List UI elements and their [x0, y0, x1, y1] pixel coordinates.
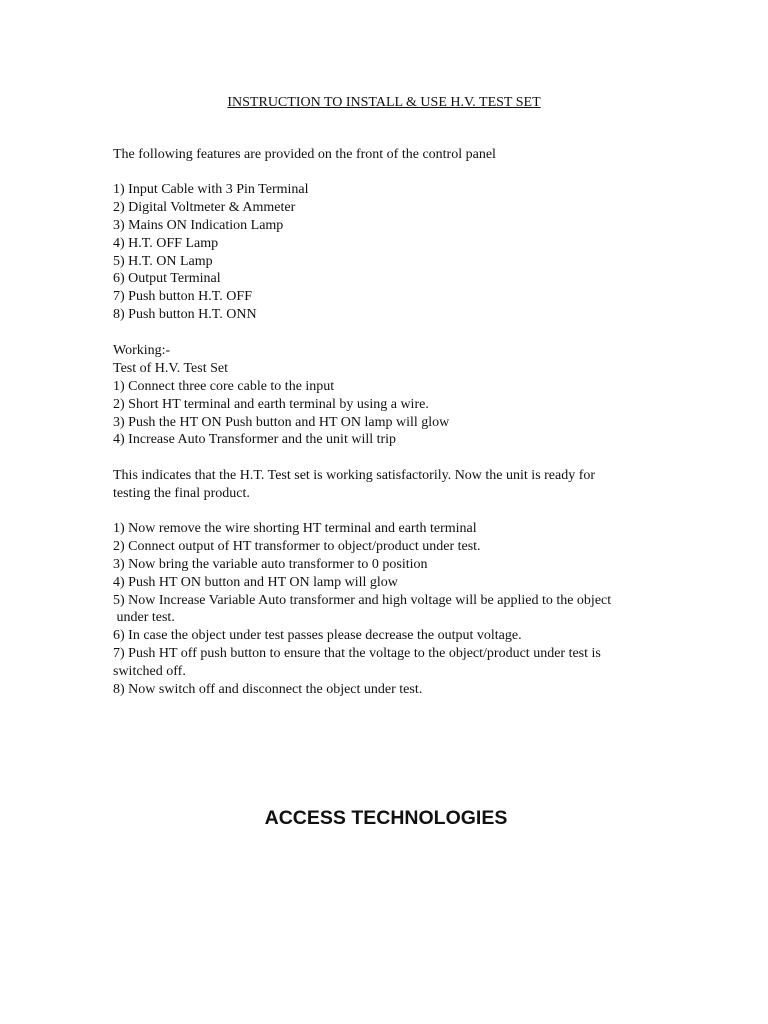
final-step: 3) Now bring the variable auto transformer to 0 position — [113, 556, 428, 572]
feature-item: 5) H.T. ON Lamp — [113, 253, 213, 269]
final-step: 4) Push HT ON button and HT ON lamp will glow — [113, 574, 398, 590]
feature-item: 8) Push button H.T. ONN — [113, 307, 257, 323]
final-step: 6) In case the object under test passes please decrease the output voltage. — [113, 628, 522, 644]
indication-text: testing the final product. — [113, 485, 250, 501]
final-step: 7) Push HT off push button to ensure that the voltage to the object/product under test is — [113, 646, 601, 662]
final-step: 8) Now switch off and disconnect the object under test. — [113, 682, 423, 698]
test-step: 2) Short HT terminal and earth terminal by using a wire. — [113, 396, 429, 412]
final-step-continuation: under test. — [113, 610, 175, 626]
company-name: ACCESS TECHNOLOGIES — [264, 807, 508, 829]
intro-text: The following features are provided on the front of the control panel — [113, 147, 496, 162]
indication-text: This indicates that the H.T. Test set is working satisfactorily. Now the unit is ready for — [113, 468, 596, 483]
final-step: 1) Now remove the wire shorting HT terminal and earth terminal — [113, 521, 477, 536]
feature-item: 7) Push button H.T. OFF — [113, 289, 252, 305]
test-step: 3) Push the HT ON Push button and HT ON lamp will glow — [113, 414, 450, 430]
final-step: 5) Now Increase Variable Auto transformer and high voltage will be applied to the object — [113, 592, 612, 608]
document-title: INSTRUCTION TO INSTALL & USE H.V. TEST SET — [227, 95, 541, 110]
test-heading: Test of H.V. Test Set — [113, 360, 228, 376]
feature-item: 6) Output Terminal — [113, 271, 221, 287]
final-step: 2) Connect output of HT transformer to object/product under test. — [113, 538, 481, 554]
feature-item: 1) Input Cable with 3 Pin Terminal — [113, 182, 309, 197]
test-step: 1) Connect three core cable to the input — [113, 378, 335, 394]
final-step-continuation: switched off. — [113, 664, 186, 680]
feature-item: 2) Digital Voltmeter & Ammeter — [113, 199, 296, 215]
indication-paragraph — [113, 467, 673, 503]
working-heading: Working:- — [113, 343, 171, 358]
features-list — [113, 181, 673, 324]
feature-item: 3) Mains ON Indication Lamp — [113, 217, 284, 233]
test-step: 4) Increase Auto Transformer and the unit will trip — [113, 432, 397, 448]
feature-item: 4) H.T. OFF Lamp — [113, 235, 219, 251]
intro-paragraph — [113, 146, 673, 164]
working-section — [113, 342, 673, 449]
final-steps-list — [113, 520, 673, 699]
